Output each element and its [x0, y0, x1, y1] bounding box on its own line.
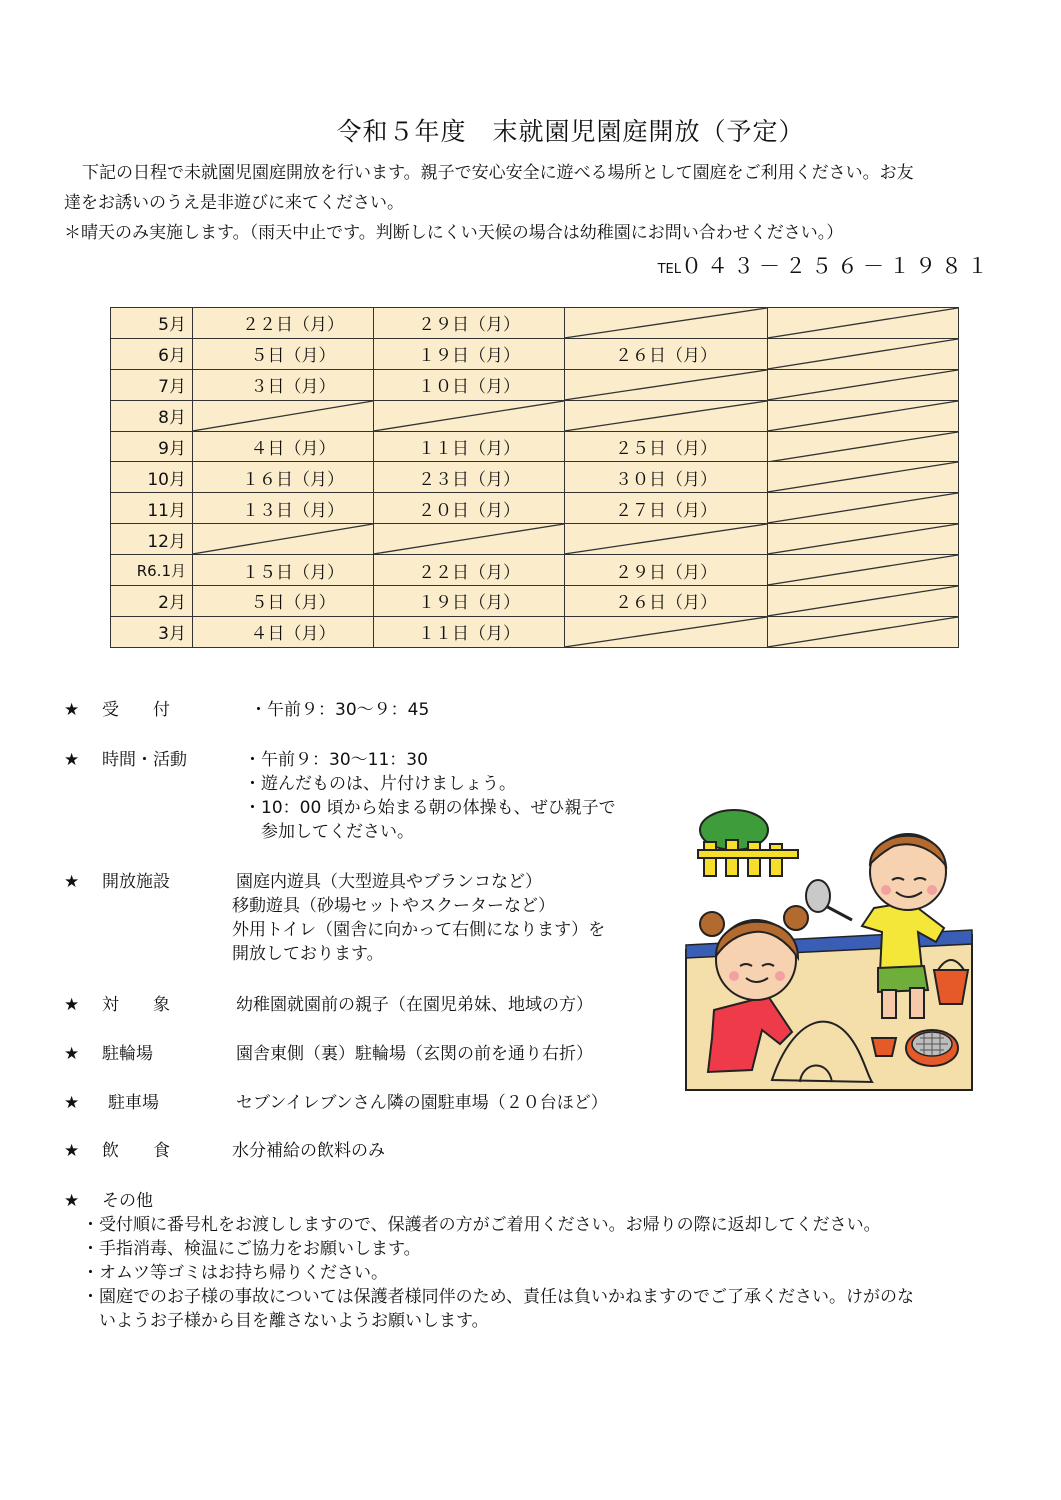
schedule-date [193, 369, 374, 400]
schedule-row [111, 524, 959, 555]
star-icon: ★ [64, 1141, 80, 1161]
time-activity-line: ・10：00 頃から始まる朝の体操も、ぜひ親子で [244, 798, 616, 818]
schedule-date [193, 431, 374, 462]
diagonal-slash-icon [768, 370, 958, 400]
facilities-line: 外用トイレ（園舎に向かって右側になります）を [232, 920, 606, 940]
page-title: 令和５年度 末就園児園庭開放（予定） [336, 117, 805, 146]
schedule-date [565, 555, 768, 586]
other-lines [82, 1213, 1012, 1333]
diagonal-slash-icon [565, 524, 767, 554]
schedule-month: 3月 [111, 616, 193, 647]
diagonal-slash-icon [768, 339, 958, 369]
time-activity-line: ・遊んだものは、片付けましょう。 [244, 774, 516, 794]
diagonal-slash-icon [768, 432, 958, 462]
schedule-date-text: ４日（月） [250, 624, 336, 645]
schedule-date-text: １１日（月） [418, 624, 520, 645]
schedule-empty-cell [768, 555, 959, 586]
schedule-date-text: ５日（月） [250, 593, 336, 614]
facilities-line: 園庭内遊具（大型遊具やブランコなど） [236, 872, 542, 892]
schedule-date-text: ２５日（月） [615, 439, 717, 459]
schedule-month: 12月 [111, 524, 193, 555]
diagonal-slash-icon [768, 617, 958, 647]
schedule-month: 5月 [111, 308, 193, 339]
other-line: ・園庭でのお子様の事故については保護者様同伴のため、責任は負いかねますのでご了承ください。けがのな [82, 1287, 914, 1307]
schedule-date [565, 586, 768, 617]
schedule-empty-cell [768, 493, 959, 524]
schedule-date [565, 493, 768, 524]
star-icon: ★ [64, 700, 80, 720]
schedule-month: R6.1月 [111, 555, 193, 586]
schedule-empty-cell [768, 308, 959, 339]
schedule-empty-cell [768, 586, 959, 617]
schedule-date-text: ５日（月） [250, 346, 336, 367]
schedule-row [111, 369, 959, 400]
schedule-date [374, 555, 565, 586]
time-activity-lines [244, 748, 616, 844]
time-activity-line: ・午前９：30～11：30 [244, 750, 428, 770]
schedule-date-text: ２６日（月） [615, 346, 717, 367]
diagonal-slash-icon [768, 524, 958, 554]
schedule-date-text: ３日（月） [250, 377, 336, 398]
schedule-empty-cell [768, 431, 959, 462]
schedule-date [374, 369, 565, 400]
intro-text [64, 158, 1004, 248]
schedule-date-text: ２２日（月） [418, 562, 520, 583]
schedule-row [111, 493, 959, 524]
schedule-date [193, 493, 374, 524]
schedule-row [111, 308, 959, 339]
schedule-month: 10月 [111, 462, 193, 493]
schedule-row [111, 431, 959, 462]
diagonal-slash-icon [565, 370, 767, 400]
schedule-date [565, 338, 768, 369]
schedule-date [193, 308, 374, 339]
schedule-empty-cell [768, 400, 959, 431]
schedule-month: 8月 [111, 400, 193, 431]
schedule-empty-cell [565, 400, 768, 431]
star-icon: ★ [64, 750, 80, 770]
diagonal-slash-icon [565, 308, 767, 338]
reception-label: 受 付 [102, 700, 170, 720]
schedule-date-text: １０日（月） [418, 377, 520, 398]
star-icon: ★ [64, 872, 80, 892]
star-icon: ★ [64, 1191, 80, 1211]
other-line: ・手指消毒、検温にご協力をお願いします。 [82, 1239, 421, 1259]
diagonal-slash-icon [193, 401, 373, 431]
schedule-empty-cell [374, 400, 565, 431]
intro-line-2: 達をお誘いのうえ是非遊びに来てください。 [64, 193, 404, 213]
diagonal-slash-icon [565, 401, 767, 431]
diagonal-slash-icon [768, 555, 958, 585]
diagonal-slash-icon [565, 617, 767, 647]
diagonal-slash-icon [768, 493, 958, 523]
other-label: その他 [102, 1191, 153, 1211]
schedule-row [111, 586, 959, 617]
schedule-date-text: ２９日（月） [418, 315, 520, 336]
schedule-empty-cell [193, 400, 374, 431]
children-sandbox-illustration [682, 800, 974, 1092]
schedule-date [374, 308, 565, 339]
food-value: 水分補給の飲料のみ [232, 1141, 385, 1161]
schedule-date [193, 462, 374, 493]
schedule-date [374, 338, 565, 369]
food-label: 飲 食 [102, 1141, 170, 1161]
schedule-month: 11月 [111, 493, 193, 524]
diagonal-slash-icon [768, 462, 958, 492]
other-line: ・受付順に番号札をお渡ししますので、保護者の方がご着用ください。お帰りの際に返却してください。 [82, 1215, 881, 1235]
schedule-date-text: ２０日（月） [418, 500, 520, 521]
schedule-date-text: ４日（月） [250, 439, 336, 459]
star-icon: ★ [64, 1093, 80, 1113]
reception-value: ・午前９：30～９：45 [250, 700, 430, 720]
schedule-date-text: ２７日（月） [615, 500, 717, 521]
schedule-date [374, 462, 565, 493]
schedule-empty-cell [565, 616, 768, 647]
tel-digits: ０４３－２５６－１９８１ [681, 254, 993, 278]
schedule-date-text: １１日（月） [418, 439, 520, 459]
diagonal-slash-icon [193, 524, 373, 554]
schedule-month: 6月 [111, 338, 193, 369]
other-line: いようお子様から目を離さないようお願いします。 [82, 1311, 489, 1331]
time-activity-label: 時間・活動 [102, 750, 187, 770]
intro-line-1: 下記の日程で未就園児園庭開放を行います。親子で安心安全に遊べる場所として園庭をご利用ください。お友 [82, 163, 914, 183]
schedule-date [193, 616, 374, 647]
schedule-table [110, 307, 959, 648]
diagonal-slash-icon [374, 524, 564, 554]
diagonal-slash-icon [374, 401, 564, 431]
schedule-empty-cell [768, 462, 959, 493]
schedule-row [111, 555, 959, 586]
schedule-row [111, 462, 959, 493]
schedule-month: 7月 [111, 369, 193, 400]
parking-value: セブンイレブンさん隣の園駐車場（２０台ほど） [236, 1093, 608, 1113]
bicycle-value: 園舎東側（裏）駐輪場（玄関の前を通り右折） [236, 1044, 593, 1064]
parking-label: 駐車場 [108, 1093, 159, 1113]
schedule-empty-cell [768, 524, 959, 555]
schedule-date [374, 586, 565, 617]
diagonal-slash-icon [768, 401, 958, 431]
other-line: ・オムツ等ゴミはお持ち帰りください。 [82, 1263, 388, 1283]
facilities-label: 開放施設 [102, 872, 170, 892]
time-activity-line: 参加してください。 [244, 822, 414, 842]
bicycle-label: 駐輪場 [102, 1044, 153, 1064]
facilities-line: 開放しております。 [232, 944, 384, 964]
facilities-lines [232, 870, 605, 966]
schedule-date-text: ２３日（月） [418, 469, 520, 490]
schedule-date-text: ２９日（月） [615, 562, 717, 583]
diagonal-slash-icon [768, 586, 958, 616]
schedule-date-text: １９日（月） [418, 346, 520, 367]
schedule-date [565, 462, 768, 493]
target-value: 幼稚園就園前の親子（在園児弟妹、地域の方） [236, 995, 593, 1015]
schedule-date-text: ３０日（月） [615, 469, 717, 490]
schedule-date [193, 338, 374, 369]
schedule-empty-cell [768, 338, 959, 369]
schedule-date [193, 586, 374, 617]
schedule-date-text: １９日（月） [418, 593, 520, 614]
schedule-row [111, 400, 959, 431]
tel-mark: TEL [657, 262, 681, 277]
schedule-date-text: ２２日（月） [242, 315, 344, 336]
schedule-empty-cell [565, 524, 768, 555]
schedule-date [374, 493, 565, 524]
schedule-empty-cell [768, 616, 959, 647]
schedule-date [374, 431, 565, 462]
diagonal-slash-icon [768, 308, 958, 338]
facilities-line: 移動遊具（砂場セットやスクーターなど） [232, 896, 555, 916]
schedule-empty-cell [374, 524, 565, 555]
star-icon: ★ [64, 1044, 80, 1064]
schedule-date-text: １６日（月） [242, 469, 344, 490]
schedule-month: 9月 [111, 431, 193, 462]
intro-line-3: ＊晴天のみ実施します。（雨天中止です。判断しにくい天候の場合は幼稚園にお問い合わせください。） [64, 223, 844, 243]
schedule-empty-cell [565, 308, 768, 339]
schedule-date [565, 431, 768, 462]
schedule-date [374, 616, 565, 647]
schedule-row [111, 338, 959, 369]
schedule-row [111, 616, 959, 647]
star-icon: ★ [64, 995, 80, 1015]
schedule-date-text: １５日（月） [242, 562, 344, 583]
schedule-date-text: １３日（月） [242, 500, 344, 521]
schedule-date [193, 555, 374, 586]
schedule-empty-cell [565, 369, 768, 400]
schedule-empty-cell [768, 369, 959, 400]
target-label: 対 象 [102, 995, 170, 1015]
phone-number [658, 250, 993, 280]
schedule-month: 2月 [111, 586, 193, 617]
schedule-empty-cell [193, 524, 374, 555]
schedule-date-text: ２６日（月） [615, 593, 717, 614]
